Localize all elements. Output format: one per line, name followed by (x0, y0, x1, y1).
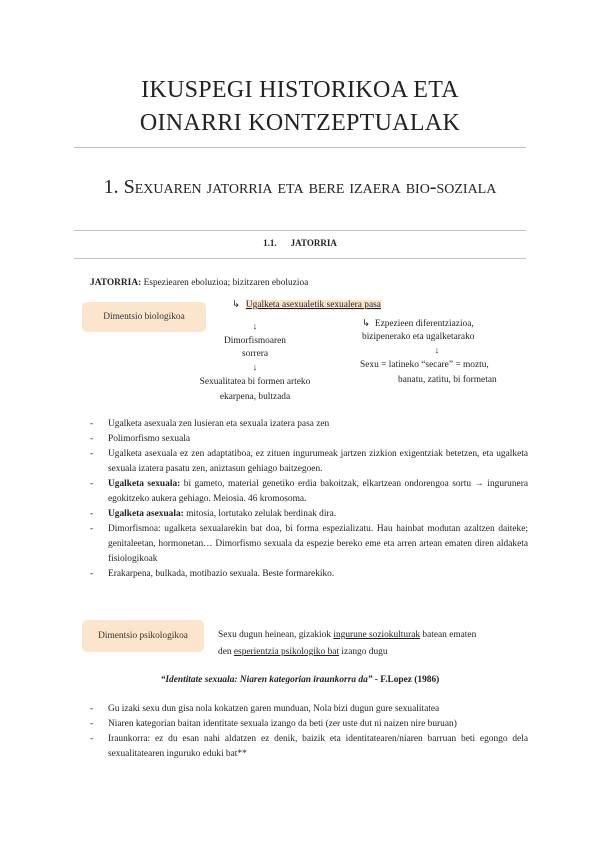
bio-right-line-3: Sexu = latineko “secare” = moztu, (360, 360, 489, 370)
psych-bullet-list (90, 702, 528, 762)
psychological-dimension-label: Dimentsio psikologikoa (98, 631, 188, 641)
bio-left-line-3: Sexualitatea bi formen arteko (199, 377, 311, 387)
corner-arrow-icon: ↳ (362, 319, 370, 329)
section-divider-top (74, 230, 526, 231)
intro-text: Espeziearen eboluzioa; bizitzaren eboluzioa (141, 278, 309, 288)
quote-author: - F.Lopez (1986) (372, 675, 440, 685)
biological-dimension-box (82, 302, 206, 332)
psychological-dimension-box (82, 620, 204, 652)
psych-line-1: Sexu dugun heinean, gizakiok ingurune soziokulturak batean ematen (218, 630, 477, 640)
quote-text: “Identitate sexuala: Niaren kategorian iraunkorra da” (160, 675, 373, 685)
list-item: - Niaren kategorian baitan identitate sexuala izango da beti (zer uste dut ni naizen nire buruan) (90, 719, 457, 729)
intro-label: JATORRIA: (90, 278, 142, 288)
list-item: - Gu izaki sexu dun gisa nola kokatzen garen munduan, Nola bizi dugun gure sexualitatea (90, 704, 440, 714)
list-item: - Ugalketa asexuala ez zen adaptatiboa, ez zituen ingurumeak jartzen zizkion exigentziak betetzen, eta ugalketa sexuala izatera pasatu zen, aniztasun gehiago baitzegoen. (90, 449, 528, 474)
subsection-number: 1.1. (263, 238, 277, 248)
bio-left-line-2: sorrera (241, 349, 269, 359)
list-item: - Erakarpena, bulkada, motibazio sexuala. Beste formarekiko. (90, 569, 335, 579)
bio-top-text: Ugalketa asexualetik sexualera pasa (245, 300, 381, 310)
biological-dimension-label: Dimentsio biologikoa (103, 312, 185, 322)
bio-top-statement (232, 298, 381, 313)
intro-line (90, 276, 308, 291)
list-item: - Polimorfismo sexuala (90, 434, 191, 444)
section-title: 1. Sexuaren jatorria eta bere izaera bio-soziala (103, 176, 497, 198)
arrow-down-icon: ↓ (434, 346, 440, 356)
bio-right-line-4: banatu, zatitu, bi formetan (398, 375, 497, 385)
bio-right-line-2: bizipenerako eta ugalketarako (362, 332, 475, 342)
list-item: - Ugalketa asexuala zen lusieran eta sexuala izatera pasa zen (90, 419, 330, 429)
bio-left-column (200, 320, 310, 405)
list-item: - Dimorfismoa: ugalketa sexualarekin bat doa, bi forma espezializatu. Hau hainbat modutan azaltzen daiteke; genitaleetan, hormonetan… Dimorfismo sexuala da espezie bereko eme eta arren artean ematen diren aldaketa fisiologikoak (90, 524, 528, 564)
list-item: - Ugalketa asexuala: mitosia, lortutako zelulak berdinak dira. (90, 509, 337, 519)
subsection-label: JATORRIA (290, 238, 337, 248)
section-divider-bottom (74, 258, 526, 259)
page-title-line-1: IKUSPEGI HISTORIKOA ETA (141, 77, 459, 103)
subsection-title (0, 238, 600, 248)
psych-line-2: den esperientzia psikologiko bat izango dugu (218, 647, 388, 657)
identity-quote (0, 673, 600, 688)
list-item: - Iraunkorra: ez du esan nahi aldatzen ez denik, baizik eta identitatearen/niaren barruan beti egongo dela sexualitatearen inguruko eduki bat** (90, 734, 528, 759)
bio-right-line-1: ↳ Ezpezieen diferentziazioa, (362, 319, 474, 329)
corner-arrow-icon: ↳ (232, 300, 240, 310)
arrow-down-icon: ↓ (252, 363, 258, 373)
bio-left-line-4: ekarpena, bultzada (219, 392, 291, 402)
title-divider (74, 147, 526, 148)
psych-statement (218, 627, 548, 661)
bio-right-column (362, 318, 562, 388)
list-item: - Ugalketa sexuala: bi gameto, material genetiko erdia bakoitzak, elkartzean ondorengoa sortu → ingurunera egokitzeko aukera gehiago. Meiosia. 46 kromosoma. (90, 479, 528, 504)
bio-bullet-list (90, 417, 528, 582)
page-title (0, 74, 600, 140)
page-title-line-2: OINARRI KONTZEPTUALAK (139, 110, 461, 136)
bio-left-line-1: Dimorfismoaren (224, 336, 286, 346)
arrow-down-icon: ↓ (252, 322, 258, 332)
